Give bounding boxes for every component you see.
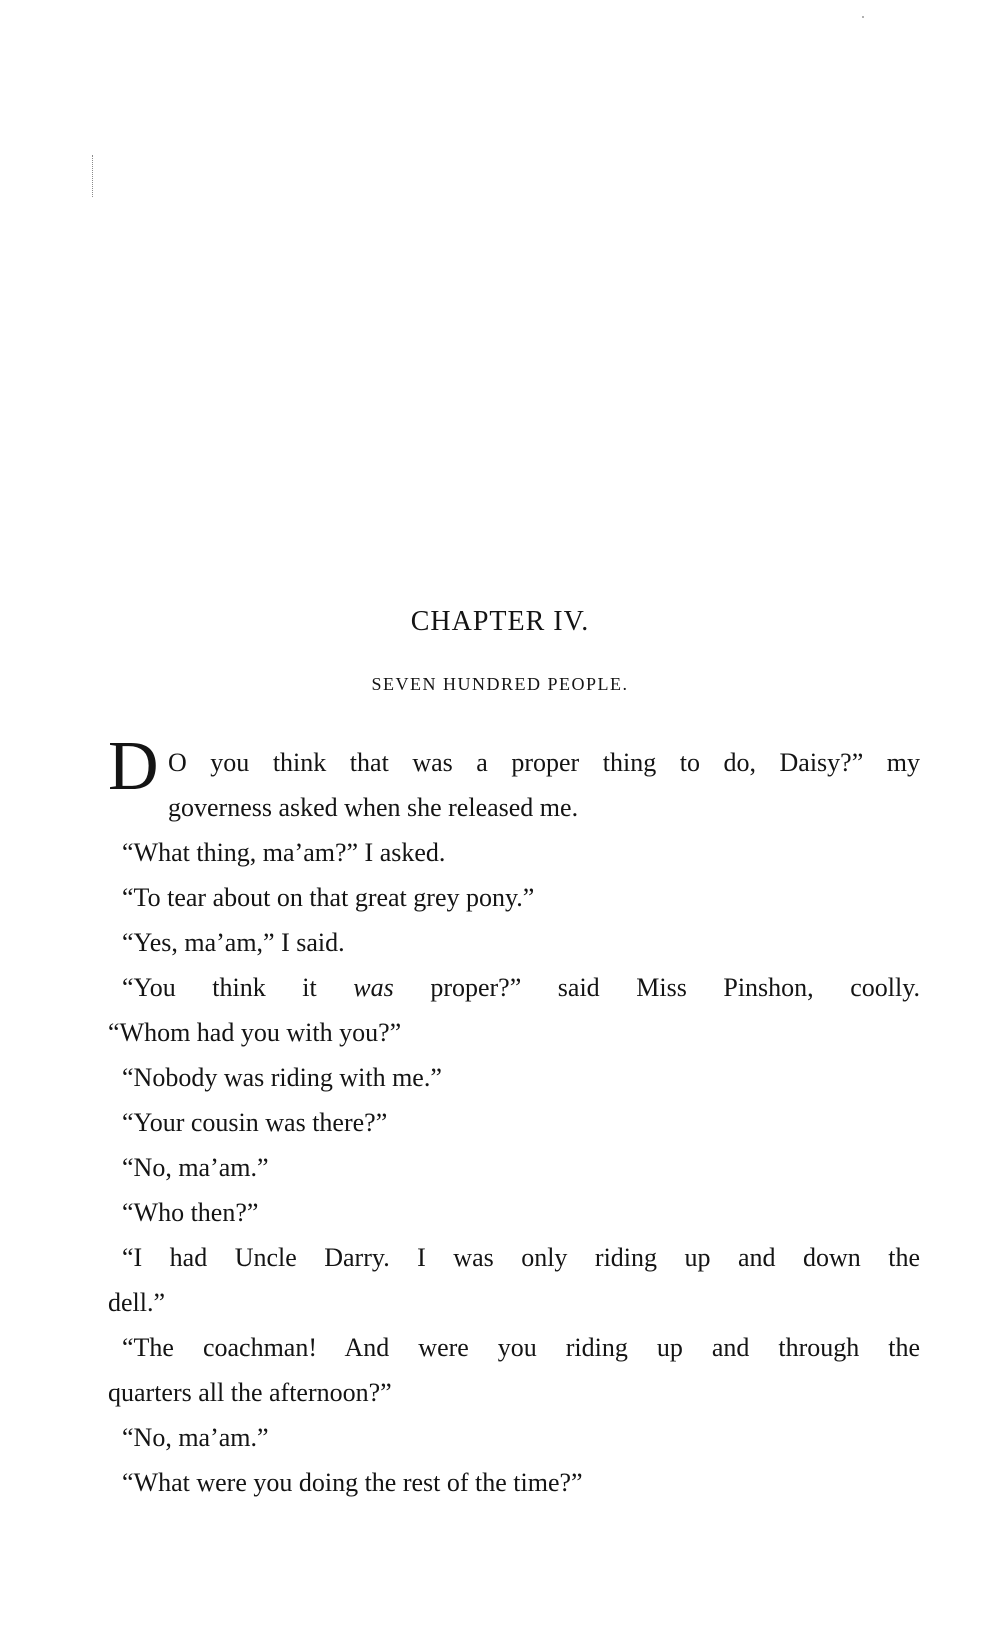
paragraph-line: dell.” (108, 1288, 166, 1317)
paragraph-line (108, 965, 920, 1010)
chapter-subtitle: SEVEN HUNDRED PEOPLE. (371, 674, 629, 694)
paragraph-line: “What thing, ma’am?” I asked. (122, 838, 446, 867)
line-text: O you think that was a proper thing to do, Daisy?” my (168, 748, 920, 777)
paragraph-line: “No, ma’am.” (122, 1423, 269, 1452)
paragraph-line: “Whom had you with you?” (108, 1018, 402, 1047)
paragraph-line: “Who then?” (122, 1198, 259, 1227)
line-text: proper?” said Miss Pinshon, coolly. (430, 973, 921, 1002)
paragraph-line: “The coachman! And were you riding up and through the (122, 1333, 920, 1362)
paragraph-line: quarters all the afternoon?” (108, 1378, 392, 1407)
paragraph-line: “Yes, ma’am,” I said. (122, 928, 345, 957)
paragraph-line: governess asked when she released me. (168, 793, 579, 822)
paragraph-line: “I had Uncle Darry. I was only riding up and down the (122, 1243, 920, 1272)
paragraph-line: “No, ma’am.” (122, 1153, 269, 1182)
paragraph-line: “What were you doing the rest of the time?” (122, 1468, 583, 1497)
italic-word: was (353, 973, 394, 1002)
margin-mark (92, 155, 95, 197)
body-text (108, 728, 921, 1505)
corner-speck (862, 16, 864, 18)
paragraph-line: “Your cousin was there?” (122, 1108, 388, 1137)
chapter-title: CHAPTER IV. (410, 606, 590, 637)
line-text: “You think it (122, 973, 317, 1002)
paragraph-line: “To tear about on that great grey pony.” (122, 883, 535, 912)
drop-cap: D (108, 728, 159, 805)
paragraph-line: “Nobody was riding with me.” (122, 1063, 442, 1092)
paragraph-line (108, 728, 920, 805)
